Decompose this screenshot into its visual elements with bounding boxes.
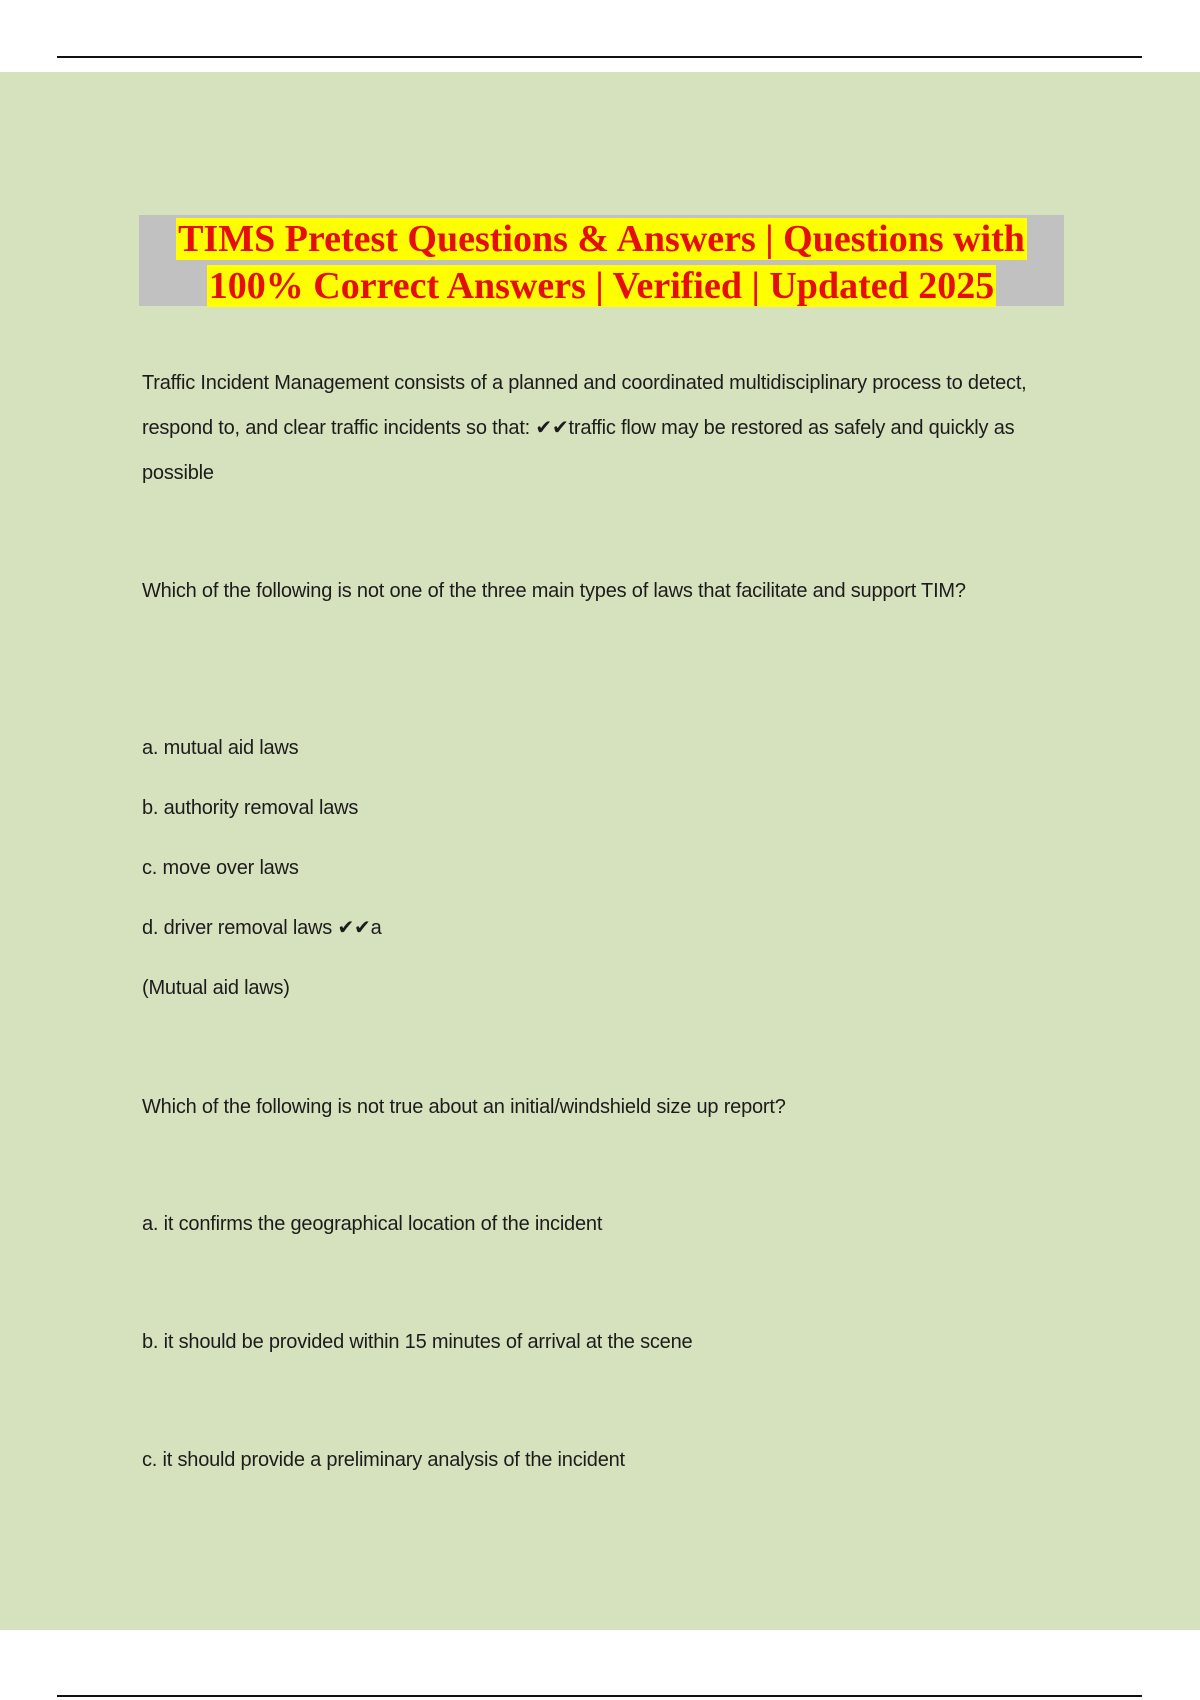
question-3-text: Which of the following is not true about an initial/windshield size up report?	[142, 1096, 786, 1118]
question-3-option-c: c. it should provide a preliminary analysis of the incident	[142, 1449, 625, 1471]
question-1-text: Traffic Incident Management consists of a planned and coordinated multidisciplinary process to detect, respond to, and clear traffic incidents so that: ✔✔traffic flow may be restored as safely and quickly as possible	[142, 372, 1027, 484]
title-line-1: TIMS Pretest Questions & Answers | Questions with	[178, 218, 1025, 260]
question-2-option-c: c. move over laws	[142, 857, 299, 879]
question-3-option-b: b. it should be provided within 15 minutes of arrival at the scene	[142, 1331, 693, 1353]
header-rule	[57, 56, 1142, 58]
footer-rule	[57, 1695, 1142, 1697]
document-title	[139, 216, 1064, 310]
question-2-option-a: a. mutual aid laws	[142, 737, 299, 759]
document-page	[0, 72, 1200, 1630]
question-2-option-d: d. driver removal laws ✔✔a	[142, 917, 382, 939]
question-2-option-b: b. authority removal laws	[142, 797, 359, 819]
title-line-2: 100% Correct Answers | Verified | Updated 2025	[208, 265, 995, 307]
question-2-text: Which of the following is not one of the three main types of laws that facilitate and support TIM?	[142, 580, 966, 602]
question-2-answer-note: (Mutual aid laws)	[142, 977, 290, 999]
question-3-option-a: a. it confirms the geographical location of the incident	[142, 1213, 603, 1235]
